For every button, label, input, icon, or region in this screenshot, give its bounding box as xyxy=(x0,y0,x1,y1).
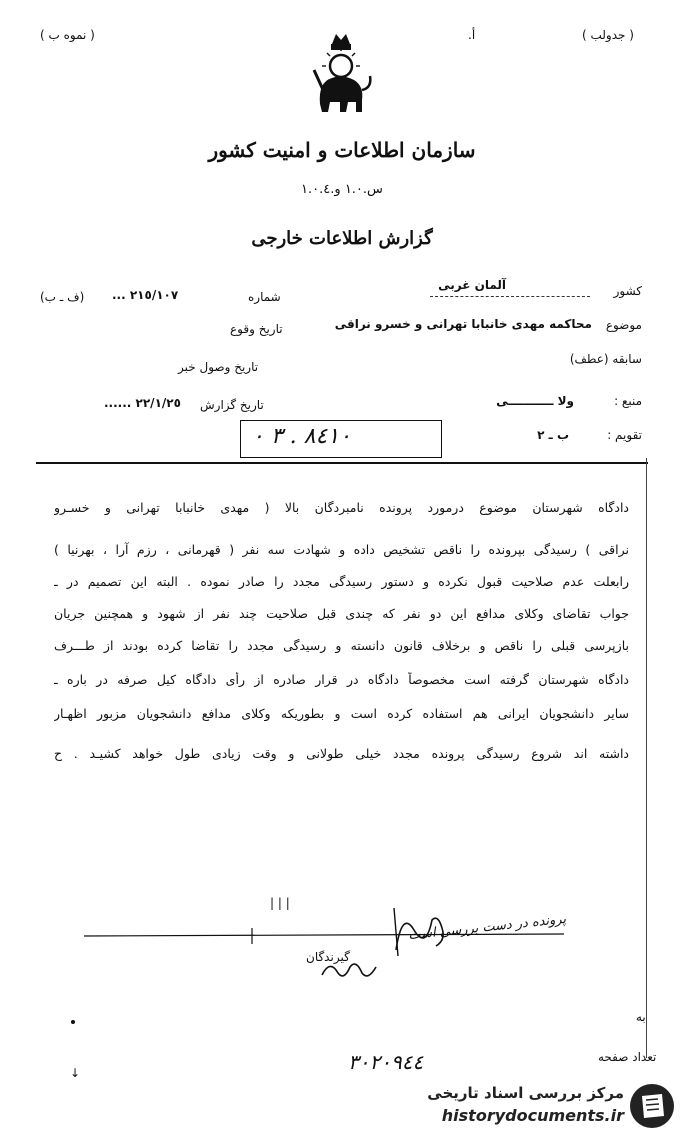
body-line: بازپرسی قبلی را ناقص و برخلاف قانون دانسته و رسیدگی مجدد را تقاضا کرده بودند از طـــرف xyxy=(54,638,629,653)
small-dot xyxy=(68,1012,78,1022)
report-date-value: ٢٢/١/٢٥ ...... xyxy=(104,396,181,410)
history-label: سابقه (عطف) xyxy=(569,352,642,366)
body-line: دادگاه شهرستان موضوع درمورد پرونده نامبردگان بالا ( مهدی خانبابا تهرانی و خسـرو xyxy=(54,500,629,515)
body-line: نراقی ) رسیدگی بپرونده را ناقص تشخیص داده و شهادت سه نفر ( قهرمانی ، رزم آرا ، بهرنیا ) xyxy=(54,542,629,557)
handwritten-note: پرونده در دست بررسی است xyxy=(407,911,567,944)
pages-label: تعداد صفحه xyxy=(598,1050,657,1064)
margin-mark: ↓ xyxy=(70,1066,81,1080)
number-label: شماره xyxy=(248,290,281,304)
form-code-left: ( نموه ب ) xyxy=(40,28,95,42)
rating-label: تقویم : xyxy=(607,428,642,442)
number-suffix: (ف ـ ب) xyxy=(40,290,85,304)
right-margin-line xyxy=(646,458,651,1058)
country-value: آلمان غربی xyxy=(438,278,506,292)
source-value: ولا ـــــــــــی xyxy=(496,394,574,408)
handwritten-number: ٣٠٢٠٩٤٤ xyxy=(348,1050,424,1074)
header-separator xyxy=(36,462,648,464)
scroll-logo-icon xyxy=(628,1082,676,1130)
body-line: رابعلت عدم صلاحیت قبول نکرده و دستور رسیدگی مجدد را صادر نموده . البته این تصمیم در ـ xyxy=(54,574,629,589)
lion-and-sun-emblem-icon xyxy=(306,30,376,120)
country-dotted-line xyxy=(430,296,590,297)
watermark xyxy=(380,1078,680,1134)
body-line: داشته اند شروع رسیدگی پرونده مجدد خیلی طولانی و وقت زیادی طول خواهد کشیـد . ح xyxy=(54,746,629,761)
to-label: به xyxy=(636,1010,646,1024)
body-line: سایر دانشجویان ایرانی هم استفاده کرده است و بطوریکه وکلای مدافع دانشجویان مزبور اظهـار xyxy=(54,706,629,721)
rating-value: ب ـ ٢ xyxy=(537,428,569,442)
table-code-right: ( جدولب ) xyxy=(582,28,634,42)
receipt-date-label: تاریخ وصول خبر xyxy=(178,360,259,374)
tick-marks: | | | xyxy=(270,896,290,910)
corner-mark-mid: أ. xyxy=(468,28,476,42)
handwritten-signature xyxy=(392,900,452,960)
country-label: کشور xyxy=(613,284,642,298)
handwritten-box-number: ٨٤١٠ . ٣ ٠ xyxy=(252,424,351,449)
report-title: گزارش اطلاعات خارجی xyxy=(251,228,433,249)
number-value: ٢١٥/١٠٧ ... xyxy=(112,288,179,302)
classification-code: س.١.٠ و.١.٠.٤ xyxy=(301,182,383,197)
body-line: دادگاه شهرستان گرفته است مخصوصاً دادگاه در قرار صادره از رأی دادگاه کیل صرفه در باره ـ xyxy=(54,672,629,687)
watermark-name: مرکز بررسی اسناد تاریخی xyxy=(427,1084,624,1102)
body-line: جواب تقاضای وکلای مدافع این دو نفر که چندی قبل صلاحیت چند نفر از شهود و همچنین جریان xyxy=(54,606,629,621)
recipients-label: گیرندگان xyxy=(306,950,350,964)
initials-scribble xyxy=(318,955,380,985)
event-date-label: تاریخ وقوع xyxy=(230,322,283,336)
organization-title: سازمان اطلاعات و امنیت کشور xyxy=(208,138,476,162)
subject-value: محاکمه مهدی خانبابا تهرانی و خسرو نراقی xyxy=(334,317,592,331)
source-label: منبع : xyxy=(614,394,642,408)
watermark-url: historydocuments.ir xyxy=(441,1106,624,1125)
subject-label: موضوع xyxy=(605,318,642,332)
report-date-label: تاریخ گزارش xyxy=(200,398,264,412)
